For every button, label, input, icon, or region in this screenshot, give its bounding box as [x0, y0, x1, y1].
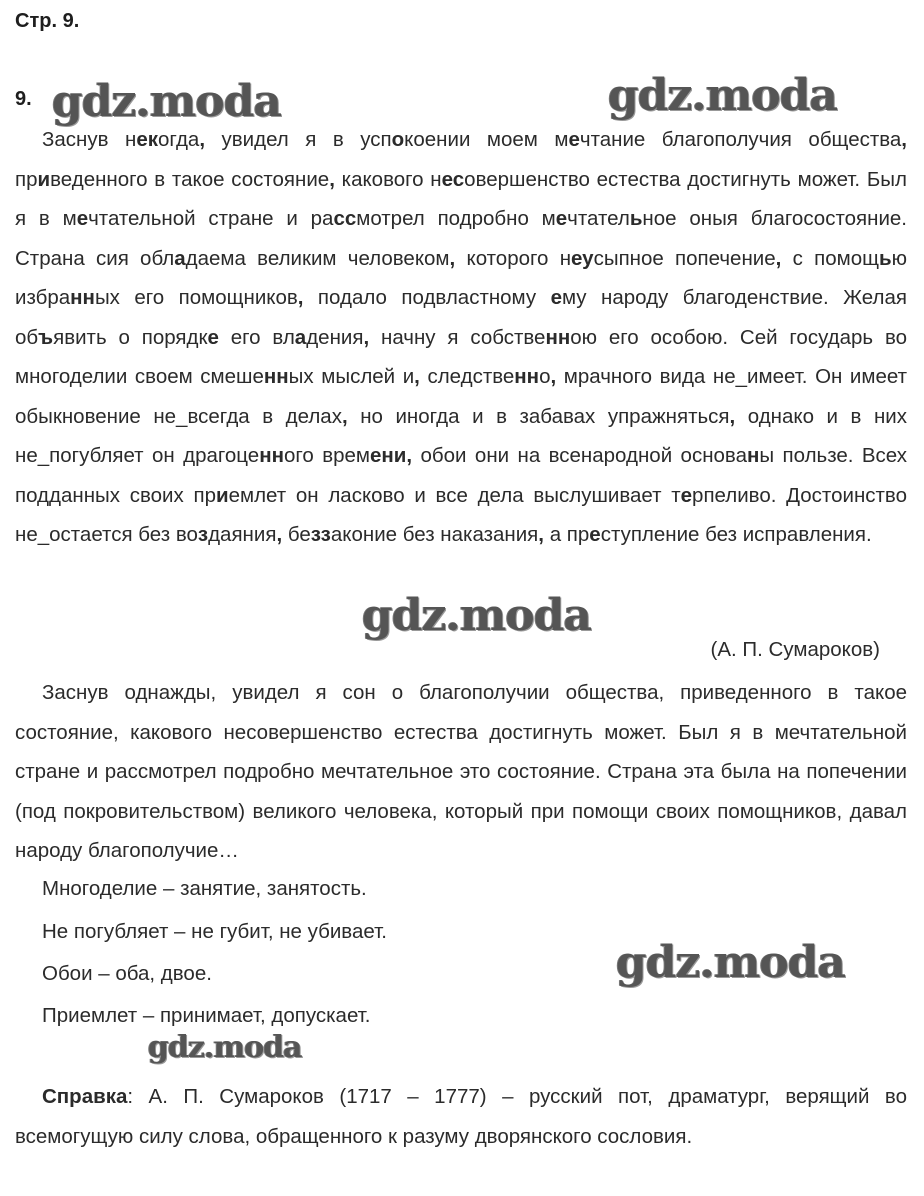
- text-run: ых мыслей и: [288, 365, 415, 388]
- text-run: мрачного вида не_имеет. Он имеет обыкновение не_всегда в делах: [15, 365, 907, 428]
- highlighted-letters: ,: [449, 246, 456, 270]
- text-run: но иногда и в забавах упражняться: [347, 404, 730, 428]
- highlighted-letters: а: [174, 246, 186, 270]
- glossary-item: Не погубляет – не губит, не убивает.: [42, 920, 387, 943]
- highlighted-letters: е: [589, 523, 601, 546]
- highlighted-letters: о: [391, 128, 405, 151]
- highlighted-letters: ъ: [38, 325, 54, 349]
- glossary-item: Многоделие – занятие, занятость.: [42, 877, 367, 900]
- text-run: даяния: [208, 523, 277, 546]
- text-run: с помощ: [781, 246, 879, 270]
- glossary-item: Приемлет – принимает, допускает.: [42, 1004, 371, 1027]
- text-run: которого н: [455, 246, 572, 270]
- text-run: явить о порядк: [53, 325, 208, 349]
- text-run: чтательной стране и ра: [88, 207, 334, 230]
- reference-label: Справка: [42, 1085, 128, 1108]
- highlighted-letters: е: [550, 286, 562, 309]
- highlighted-letters: нн: [259, 444, 284, 467]
- text-run: а пр: [544, 523, 590, 546]
- text-run: ого врем: [283, 444, 371, 467]
- text-run: его вл: [218, 325, 295, 349]
- text-run: дения: [306, 325, 364, 349]
- highlighted-letters: ,: [406, 444, 413, 467]
- text-run: аконие без наказания: [330, 523, 539, 546]
- text-run: обои они на всенародной основа: [412, 444, 747, 467]
- text-run: му народу благоденствие. Желая об: [15, 286, 907, 349]
- watermark-logo: gdz.moda: [52, 76, 282, 127]
- highlighted-letters: ,: [901, 128, 907, 151]
- highlighted-letters: з: [197, 523, 209, 546]
- highlighted-letters: ек: [136, 128, 158, 151]
- text-run: увидел я в усп: [205, 128, 392, 151]
- text-run: начну я собстве: [369, 325, 546, 349]
- highlighted-letters: зз: [310, 523, 331, 546]
- highlighted-letters: и: [37, 167, 51, 191]
- text-run: овершенство естества достигнуть может. Был я в м: [15, 167, 907, 230]
- text-run: ою его особою. Сей государь во многоделии своем смеше: [15, 325, 908, 388]
- page-header: Стр. 9.: [15, 10, 80, 32]
- highlighted-letters: ес: [441, 167, 465, 191]
- reference-note: [15, 1077, 907, 1156]
- highlighted-letters: ,: [414, 365, 420, 388]
- highlighted-letters: ,: [341, 404, 348, 428]
- text-run: ы пользе. Всех подданных своих пр: [15, 444, 908, 507]
- watermark-logo: gdz.moda: [608, 70, 838, 121]
- text-run: ых его помощников: [94, 286, 298, 309]
- highlighted-letters: нн: [514, 365, 540, 388]
- highlighted-letters: е: [555, 207, 568, 230]
- highlighted-letters: е: [76, 207, 89, 230]
- watermark-logo: gdz.moda: [616, 937, 846, 988]
- highlighted-letters: ,: [538, 523, 544, 546]
- text-run: подало подвластному: [303, 286, 551, 309]
- text-run: рпеливо. Достоинство не_остается без во: [15, 483, 907, 546]
- reference-text: : А. П. Сумароков (1717 – 1777) – русский пот, драматург, верящий во всемогущую силу слова, обращенного к разуму дворянского сословия.: [15, 1085, 907, 1148]
- text-run: о: [539, 365, 551, 388]
- highlighted-letters: а: [294, 325, 307, 349]
- highlighted-letters: ,: [199, 128, 206, 151]
- text-run: ное оныя благосостояние. Страна сия обл: [15, 207, 907, 270]
- text-run: даема великим человеком: [185, 246, 450, 270]
- glossary-item: Обои – оба, двое.: [42, 962, 212, 985]
- text-run: чтател: [567, 207, 630, 230]
- text-run: какового н: [334, 167, 442, 191]
- translation-paragraph: Заснув однажды, увидел я сон о благополучии общества, приведенного в такое состояние, какового несовершенство естества достигнуть может. Был я в мечтательной стране и рассмотрел подробно мечтательное это состояние. Страна эта была на попечении (под покровительством) великого человека, который при помощи своих помощников, давал народу благополучие…: [15, 681, 907, 862]
- text-run: Заснув н: [42, 128, 137, 151]
- task-number: 9.: [15, 88, 32, 110]
- text-run: сыпное попечение: [593, 246, 776, 270]
- watermark-logo: gdz.moda: [362, 590, 592, 641]
- text-run: ступление без исправления.: [600, 523, 872, 546]
- highlighted-letters: нн: [545, 325, 571, 349]
- highlighted-letters: е: [207, 325, 219, 349]
- highlighted-letters: е: [680, 483, 693, 507]
- highlighted-letters: и: [215, 483, 229, 507]
- text-run: коении моем м: [404, 128, 569, 151]
- text-run: чтание благополучия общества: [579, 128, 902, 151]
- highlighted-letters: нн: [263, 365, 289, 388]
- text-run: однако и в них не_погубляет он драгоце: [15, 404, 907, 467]
- text-run: пр: [15, 167, 38, 191]
- highlighted-letters: ,: [775, 246, 782, 270]
- author-attribution: (А. П. Сумароков): [710, 638, 880, 661]
- highlighted-letters: е: [568, 128, 580, 151]
- highlighted-letters: ь: [629, 207, 643, 230]
- watermark-logo: gdz.moda: [148, 1030, 302, 1065]
- highlighted-letters: ,: [550, 365, 557, 388]
- text-run: мотрел подробно м: [356, 207, 556, 230]
- text-run: веденного в такое состояние: [50, 167, 330, 191]
- highlighted-letters: сс: [333, 207, 357, 230]
- highlighted-letters: ени: [370, 444, 407, 467]
- highlighted-letters: нн: [70, 286, 95, 309]
- highlighted-letters: ,: [329, 167, 335, 191]
- text-run: бе: [282, 523, 311, 546]
- highlighted-letters: еу: [571, 246, 594, 270]
- text-run: следстве: [419, 365, 515, 388]
- text-run: емлет он ласково и все дела выслушивает т: [228, 483, 681, 507]
- highlighted-letters: ,: [363, 325, 370, 349]
- original-text-paragraph: [15, 120, 907, 555]
- highlighted-letters: ,: [276, 523, 283, 546]
- highlighted-letters: ,: [729, 404, 736, 428]
- highlighted-letters: н: [746, 444, 760, 467]
- text-run: ю избра: [15, 246, 907, 309]
- highlighted-letters: ,: [297, 286, 304, 309]
- text-run: огда: [158, 128, 200, 151]
- highlighted-letters: ь: [879, 246, 892, 270]
